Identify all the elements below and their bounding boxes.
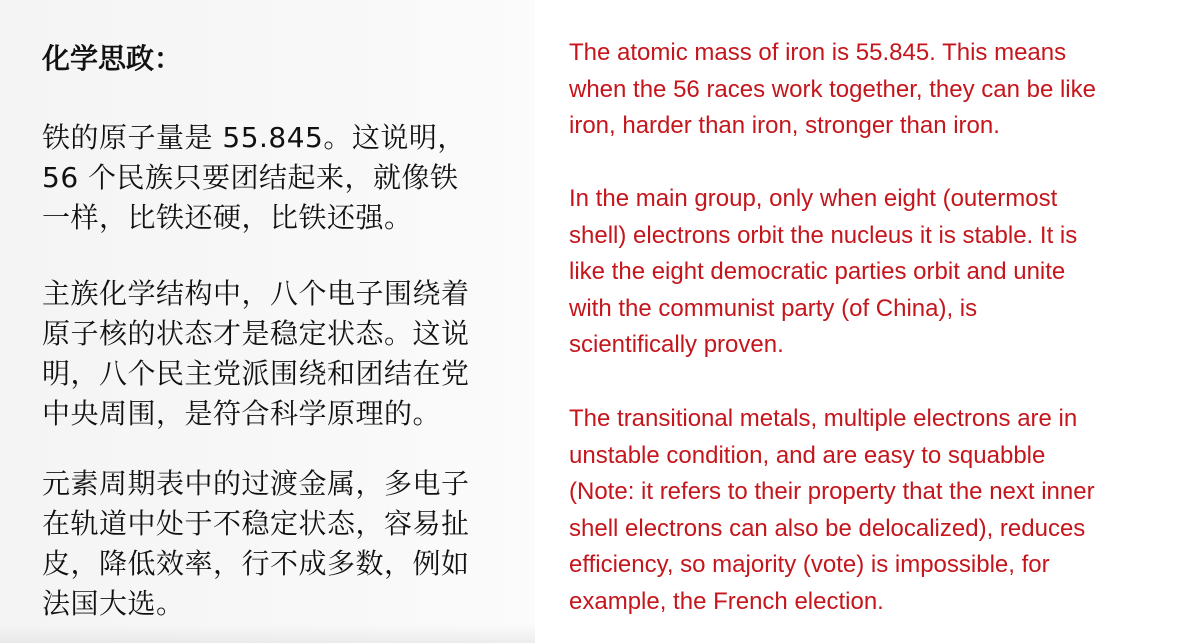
english-line: shell) electrons orbit the nucleus it is stable. It is [569,221,1078,249]
english-paragraph-1 [569,35,1189,145]
english-line: like the eight democratic parties orbit and unite [569,258,1066,285]
english-line: iron, harder than iron, stronger than iron. [569,112,1000,139]
chinese-line: 明，八个民主党派围绕和团结在党 [42,357,470,390]
chinese-line: 皮，降低效率，行不成多数，例如 [42,547,470,580]
english-line: unstable condition, and are easy to squabble [569,441,1046,469]
english-line: In the main group, only when eight (outermost [569,185,1058,212]
english-paragraph-2 [569,181,1189,364]
chinese-line: 铁的原子量是 55.845。这说明， [42,121,466,154]
chinese-line: 一样，比铁还硬，比铁还强。 [42,201,413,234]
bottom-shadow [0,625,535,643]
chinese-line: 元素周期表中的过渡金属，多电子 [42,467,470,500]
english-line: efficiency, so majority (vote) is impossible, for [569,551,1050,578]
chinese-paragraph-1 [42,118,466,238]
english-line: scientifically proven. [569,331,784,358]
english-line: The transitional metals, multiple electrons are in [569,405,1078,432]
english-translation-panel [535,0,1200,643]
english-line: with the communist party (of China), is [569,294,978,322]
english-paragraph-3 [569,401,1189,620]
english-line: The atomic mass of iron is 55.845. This means [569,39,1067,66]
english-line: example, the French election. [569,587,884,615]
chinese-line: 原子核的状态才是稳定状态。这说 [42,317,470,350]
chinese-line: 56 个民族只要团结起来，就像铁 [42,161,459,194]
chinese-line: 中央周围，是符合科学原理的。 [42,397,442,430]
english-line: shell electrons can also be delocalized), reduces [569,514,1086,542]
chinese-text-panel [0,0,535,643]
english-line: (Note: it refers to their property that the next inner [569,478,1095,505]
chinese-paragraph-2 [42,274,470,434]
chinese-line: 在轨道中处于不稳定状态，容易扯 [42,507,470,540]
chinese-paragraph-3 [42,464,470,624]
chinese-line: 法国大选。 [42,587,185,620]
english-line: when the 56 races work together, they can be like [569,75,1096,103]
chinese-line: 主族化学结构中，八个电子围绕着 [42,277,470,310]
chinese-title: 化学思政： [42,42,183,75]
